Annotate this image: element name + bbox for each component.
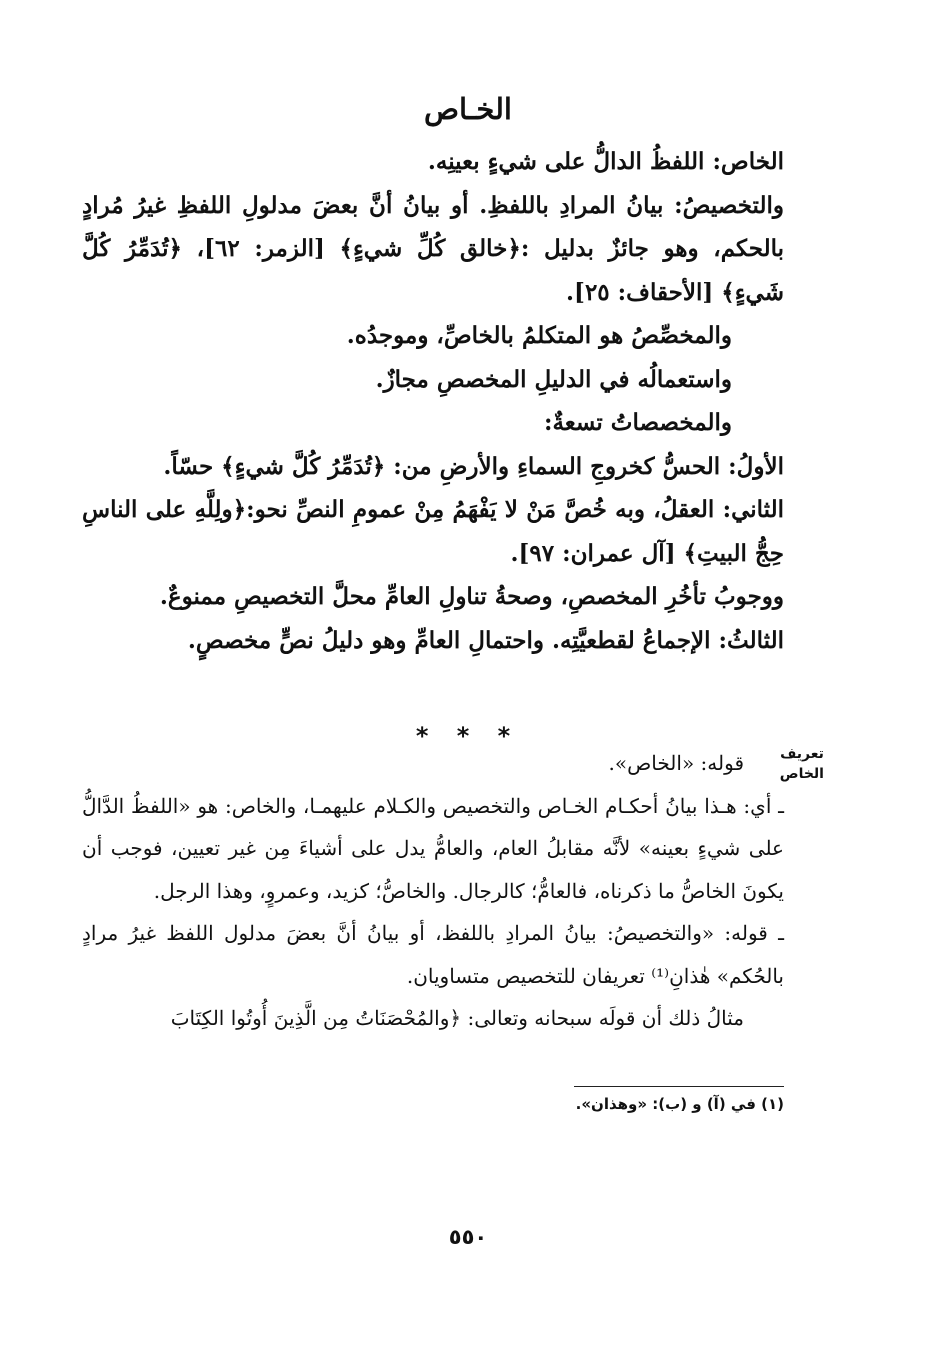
matn-line-count: والمخصصاتُ تسعةٌ: xyxy=(543,409,732,436)
sharh-paragraph: ـ أي: هـذا بيانُ أحكـام الخـاص والتخصيص والكـلام عليهمـا، والخاص: هو «اللفظُ الدَّالُّ على شيءٍ بعينه» لأنَّه مقابلُ العام، والعامُّ يدل على أشياءَ مِن غير تعيين، فوجب أن يكونَ الخاصُّ ما ذكرناه، فالعامُّ؛ كالرجال. والخاصُّ؛ كزيد، وعمروٍ، وهذا الرجل. xyxy=(82,793,784,903)
matn-line-wujub: ووجوبُ تأخُرِ المخصصِ، وصحةُ تناولِ العامِّ محلَّ التخصيصِ ممنوعٌ. xyxy=(159,583,784,610)
matn-line-first: الأولُ: الحسُّ كخروجِ السماءِ والأرضِ من: ﴿تُدَمِّرُ كُلَّ شيءٍ﴾ حسّاً. xyxy=(163,452,784,480)
page-number: ٥٥٠ xyxy=(448,1225,488,1249)
sharh-heading: قوله: «الخاص». xyxy=(608,751,744,775)
matn-line-third: الثالثُ: الإجماعُ لقطعيَّتِه. واحتمالِ العامِّ وهو دليلُ نصٍّ مخصصٍ. xyxy=(187,626,784,654)
matn-line-takhsis: والتخصيصُ: بيانُ المرادِ باللفظِ. أو بيانُ أنَّ بعضَ مدلولِ اللفظِ غيرُ مُرادٍ بالحكم، وهو جائزٌ بدليل :﴿خالق كُلِّ شيءٍ﴾ [الزمر: ٦٢]، ﴿تُدَمِّرُ كُلَّ شَيءٍ﴾ [الأحقاف: ٢٥]. xyxy=(82,191,784,306)
footnote-divider xyxy=(574,1086,784,1087)
sharh-paragraph: مثالُ ذلك أن قولَه سبحانه وتعالى: ﴿والمُحْصَنَاتُ مِن الَّذِينَ أُوتُوا الكِتَابَ xyxy=(170,1006,744,1030)
matn-line-istimal: واستعمالُه في الدليلِ المخصصِ مجازٌ. xyxy=(375,365,732,393)
matn-line-mukhassis: والمخصِّصُ هو المتكلمُ بالخاصِّ، وموجدُه. xyxy=(346,322,732,349)
main-text xyxy=(82,140,784,662)
margin-note: تعريف الخاص xyxy=(779,746,824,782)
section-separator: * * * xyxy=(415,722,521,750)
footnote: (١) في (آ) و (ب): «وهذان». xyxy=(575,1095,784,1113)
commentary-text xyxy=(82,742,784,1040)
sharh-paragraph: ـ قوله: «والتخصيصُ: بيانُ المرادِ باللفظ، أو بيانُ أنَّ بعضَ مدلول اللفظ غيرُ مرادٍ بالحُكم» هٰذانِ⁽¹⁾ تعريفان للتخصيص متساويان. xyxy=(82,921,784,988)
matn-line-definition: الخاص: اللفظُ الدالُّ على شيءٍ بعينِه. xyxy=(427,148,784,175)
matn-line-second: الثاني: العقلُ، وبه خُصَّ مَنْ لا يَفْهَمُ مِنْ عمومِ النصِّ نحو:﴿ولِلَّهِ على الناسِ حِجُّ البيتِ﴾ [آل عمران: ٩٧]. xyxy=(82,496,784,567)
page-title: الخـاص xyxy=(423,92,512,126)
